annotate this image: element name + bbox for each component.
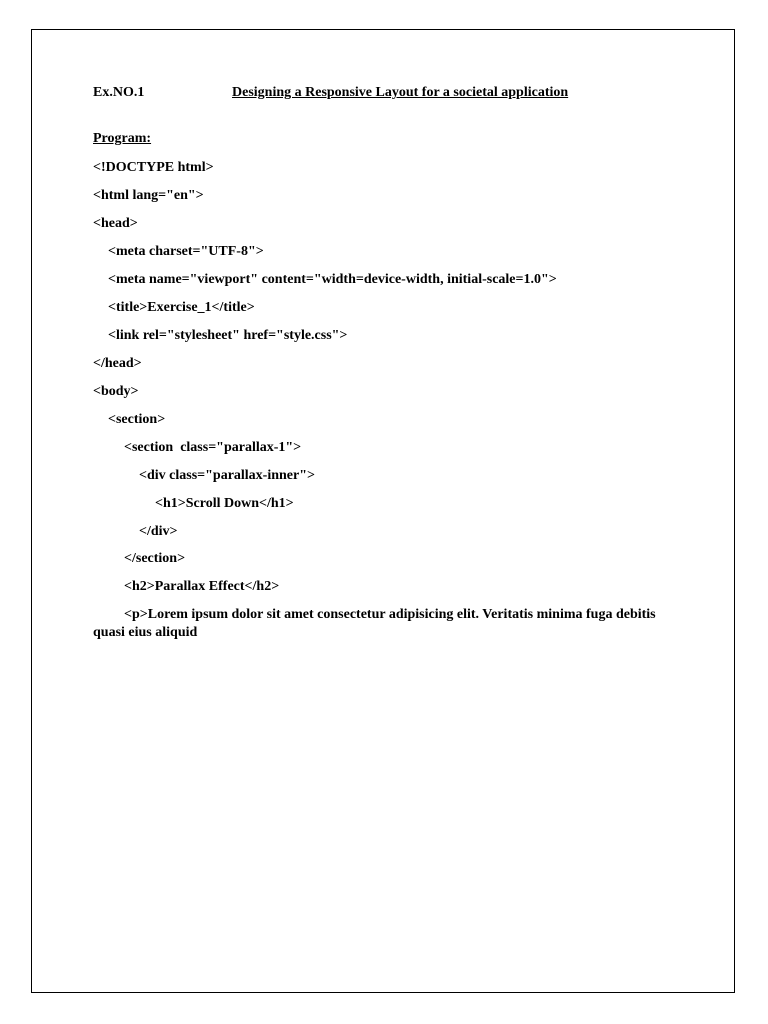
code-line-meta-viewport: <meta name="viewport" content="width=device-width, initial-scale=1.0"> [108,272,557,287]
program-label: Program: [93,131,152,146]
code-line-section-open: <section> [108,412,166,427]
code-line-doctype: <!DOCTYPE html> [93,160,214,175]
code-line-head-open: <head> [93,216,138,231]
document-title: Designing a Responsive Layout for a societal application [232,85,569,100]
code-line-meta-charset: <meta charset="UTF-8"> [108,244,264,259]
document-header [93,85,653,105]
code-line-title: <title>Exercise_1</title> [108,300,255,315]
code-line-paragraph: <p>Lorem ipsum dolor sit amet consectetur adipisicing elit. Veritatis minima fuga debitis quasi eius aliquid [93,607,656,640]
code-line-section-parallax: <section class="parallax-1"> [124,440,302,455]
code-line-section-close: </section> [124,551,186,566]
code-line-link: <link rel="stylesheet" href="style.css"> [108,328,348,343]
code-line-h2: <h2>Parallax Effect</h2> [124,579,280,594]
code-line-div-close: </div> [139,524,178,539]
code-line-head-close: </head> [93,356,142,371]
exercise-number: Ex.NO.1 [93,85,145,100]
code-line-body-open: <body> [93,384,139,399]
code-line-html-open: <html lang="en"> [93,188,204,203]
code-line-div-open: <div class="parallax-inner"> [139,468,315,483]
code-line-h1: <h1>Scroll Down</h1> [155,496,294,511]
